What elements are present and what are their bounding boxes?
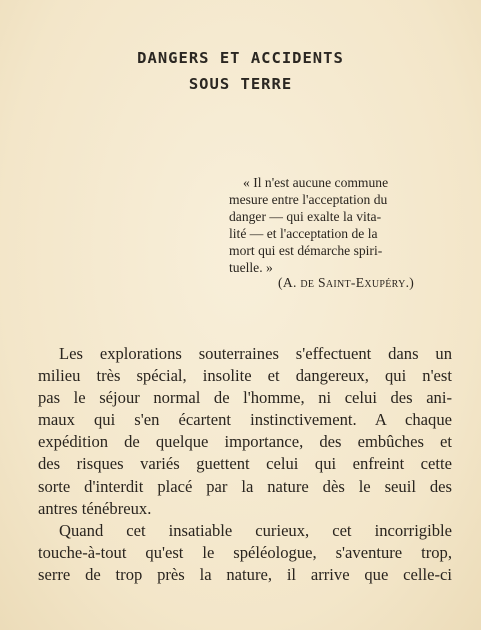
epigraph-line: danger — qui exalte la vita- [229, 209, 382, 224]
epigraph-quote [229, 174, 446, 276]
epigraph-line: « Il n'est aucune commune [243, 175, 389, 190]
attribution-particle: de [300, 275, 315, 290]
body-line: sorte d'interdit placé par la nature dès le seuil des [38, 476, 452, 496]
body-line: Quand cet insatiable curieux, cet incorrigible [59, 520, 452, 540]
body-line: touche-à-tout qu'est le spéléologue, s'aventure trop, [38, 542, 452, 562]
epigraph-line: mort qui est démarche spiri- [229, 243, 383, 258]
body-line: des risques variés guettent celui qui enfreint cette [38, 454, 452, 474]
body-line: serre de trop près la nature, il arrive que celle-ci [38, 564, 452, 584]
attribution-close: .) [405, 275, 415, 290]
body-line: maux qui s'en écartent instinctivement. A chaque [38, 410, 452, 430]
body-line: milieu très spécial, insolite et dangereux, qui n'est [38, 366, 452, 386]
epigraph-line: lité — et l'acceptation de la [229, 226, 378, 241]
chapter-title-line-1: DANGERS ET ACCIDENTS [137, 49, 344, 67]
epigraph-line: tuelle. » [229, 260, 273, 275]
epigraph-line: mesure entre l'acceptation du [229, 192, 388, 207]
attribution-author-name: Saint-Exupéry [314, 275, 406, 290]
body-line: pas le séjour normal de l'homme, ni celui des ani- [38, 388, 452, 408]
body-paragraphs [38, 343, 452, 586]
attribution-open: (A. [278, 275, 301, 290]
body-line: expédition de quelque importance, des embûches et [38, 432, 452, 452]
body-line: antres ténébreux. [38, 498, 152, 518]
body-line: Les explorations souterraines s'effectuent dans un [59, 344, 452, 363]
epigraph-attribution [278, 275, 414, 291]
chapter-title-line-2: SOUS TERRE [188, 75, 293, 93]
